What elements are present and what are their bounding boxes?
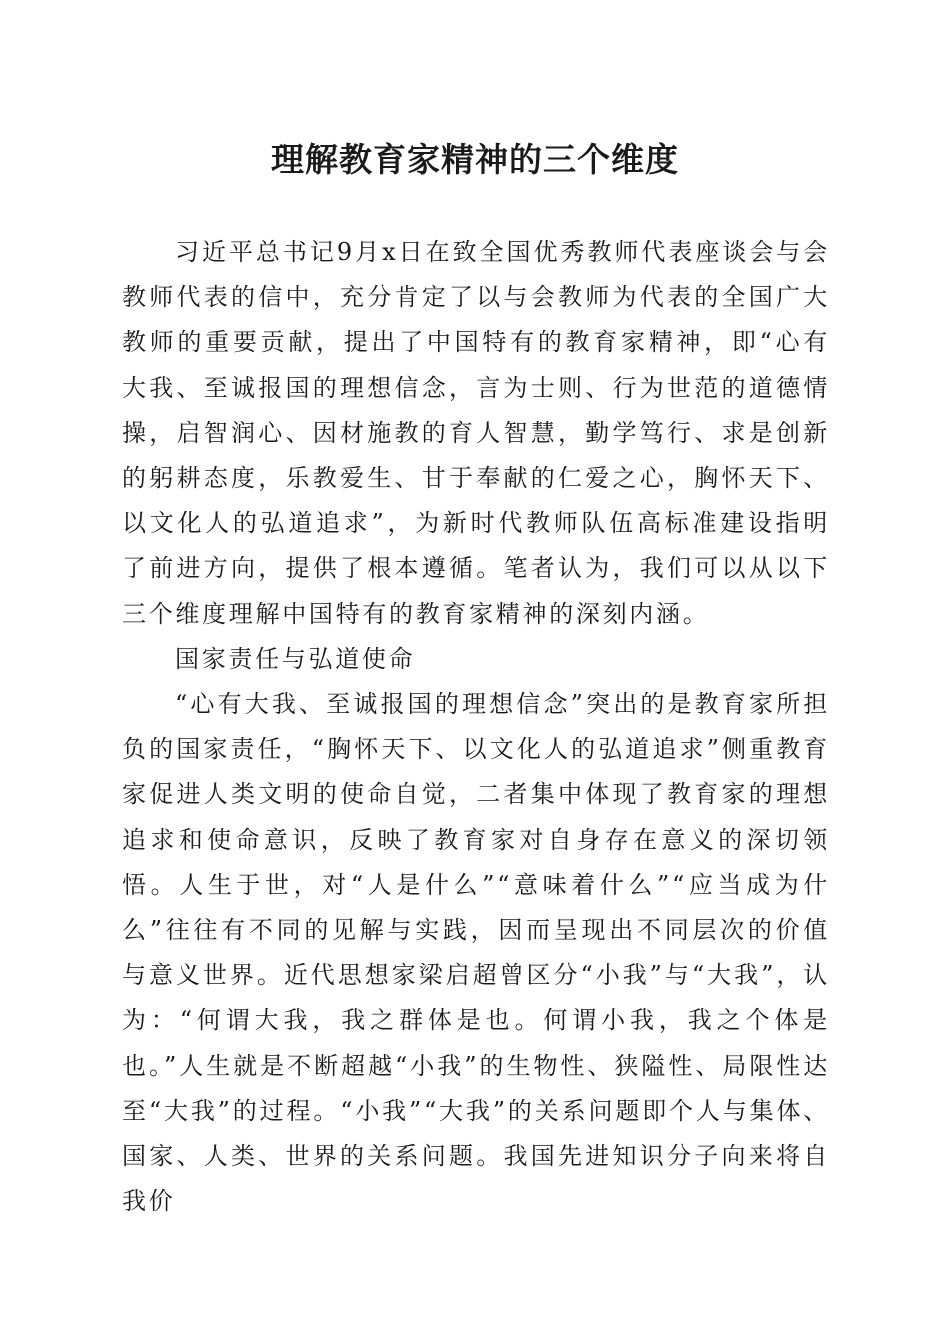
section-heading: 国家责任与弘道使命 xyxy=(175,644,416,673)
body-paragraph: “心有大我、至诚报国的理想信念”突出的是教育家所担负的国家责任，“胸怀天下、以文化人的弘道追求”侧重教育家促进人类文明的使命自觉，二者集中体现了教育家的理想追求和使命意识，反映了教育家对自身存在意义的深切领悟。人生于世，对“人是什么”“意味着什么”“应当成为什么”往往有不同的见解与实践，因而呈现出不同层次的价值与意义世界。近代思想家梁启超曾区分“小我”与“大我”，认为：“何谓大我，我之群体是也。何谓小我，我之个体是也。”人生就是不断超越“小我”的生物性、狭隘性、局限性达至“大我”的过程。“小我”“大我”的关系问题即个人与集体、国家、人类、世界的关系问题。我国先进知识分子向来将自我价 xyxy=(122,690,830,1216)
document-title: 理解教育家精神的三个维度 xyxy=(271,140,679,179)
intro-paragraph: 习近平总书记9月x日在致全国优秀教师代表座谈会与会教师代表的信中，充分肯定了以与会教师为代表的全国广大教师的重要贡献，提出了中国特有的教育家精神，即“心有大我、至诚报国的理想信念，言为士则、行为世范的道德情操，启智润心、因材施教的育人智慧，勤学笃行、求是创新的躬耕态度，乐教爱生、甘于奉献的仁爱之心，胸怀天下、以文化人的弘道追求”，为新时代教师队伍高标准建设指明了前进方向，提供了根本遵循。笔者认为，我们可以从以下三个维度理解中国特有的教育家精神的深刻内涵。 xyxy=(122,238,830,628)
document-body xyxy=(122,230,830,1224)
